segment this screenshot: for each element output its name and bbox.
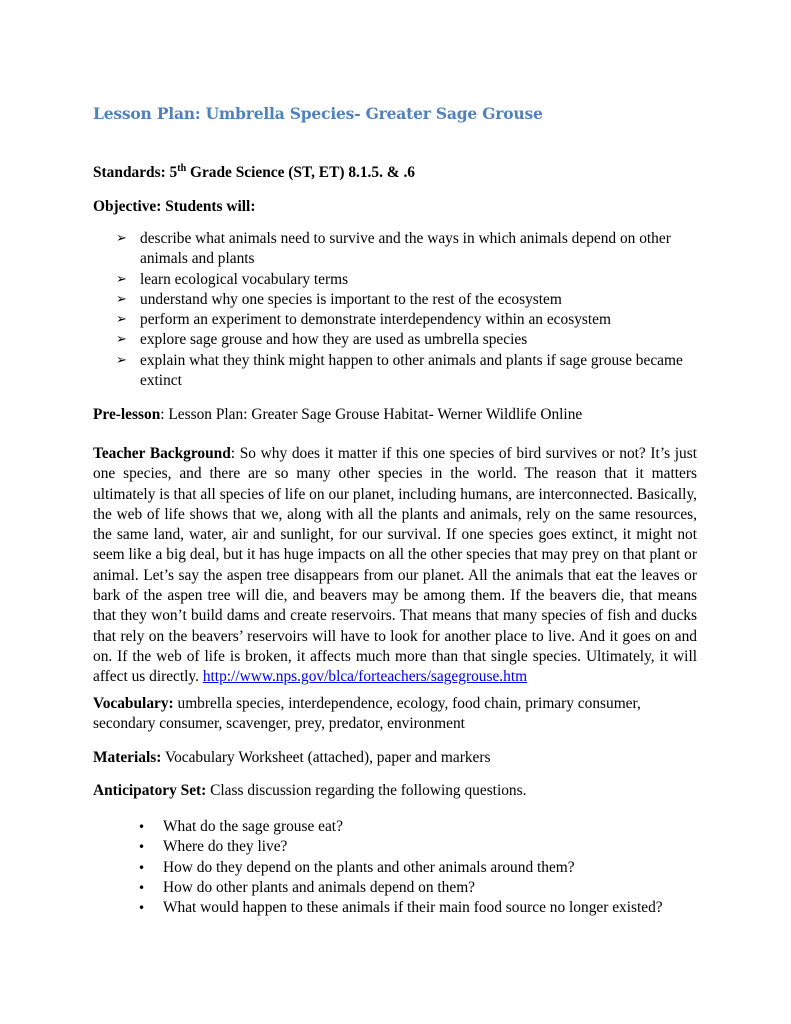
question-item bbox=[93, 858, 703, 878]
teacher-background-text: : So why does it matter if this one species of bird survives or not? It’s just one species, and there are so many other species in the world. The reason that it matters ultimately is that all species of life on our planet, including humans, are interconnected. Basically, the web of life shows that we, along with all the plants and animals, rely on the same resources, the same land, water, air and sunlight, for our survival. If one species goes extinct, it might not seem like a big deal, but it has huge impacts on all the other species that may prey on that plant or animal. Let’s say the aspen tree disappears from our planet. All the animals that eat the leaves or bark of the aspen tree will die, and beavers may be among them. If the beavers die, that means that they won’t build dams and create reservoirs. That means that many species of fish and ducks that rely on the beavers’ reservoirs will have to look for another place to live. And it goes on and on. If the web of life is broken, it affects much more than that single species. Ultimately, it will affect us directly. bbox=[93, 445, 697, 686]
objective-list bbox=[93, 229, 703, 391]
objective-item-text: explain what they think might happen to other animals and plants if sage grouse became extinct bbox=[140, 351, 683, 390]
objective-item bbox=[93, 229, 710, 270]
standards-text: Grade Science (ST, ET) 8.1.5. & .6 bbox=[186, 164, 416, 181]
arrow-bullet-icon: ➢ bbox=[116, 271, 127, 287]
standards-label: Standards: 5 bbox=[93, 164, 178, 181]
teacher-background-label: Teacher Background bbox=[93, 445, 231, 462]
arrow-bullet-icon: ➢ bbox=[116, 231, 127, 246]
questions-list bbox=[93, 817, 703, 918]
objective-item-text: perform an experiment to demonstrate interdependency within an ecosystem bbox=[140, 311, 611, 329]
bullet-dot-icon: • bbox=[138, 860, 146, 875]
objective-item-text: understand why one species is important to the rest of the ecosystem bbox=[140, 290, 562, 308]
arrow-bullet-icon: ➢ bbox=[116, 352, 127, 368]
objective-item-text: describe what animals need to survive and the ways in which animals depend on other animals and plants bbox=[140, 230, 671, 268]
vocabulary-text: umbrella species, interdependence, ecology, food chain, primary consumer, secondary consumer, scavenger, prey, predator, environment bbox=[93, 695, 641, 733]
arrow-bullet-icon: ➢ bbox=[116, 291, 127, 307]
bullet-dot-icon: • bbox=[138, 840, 146, 855]
standards-superscript: th bbox=[177, 162, 187, 174]
bullet-dot-icon: • bbox=[138, 901, 146, 916]
pre-lesson-line bbox=[93, 405, 703, 425]
question-item-text: Where do they live? bbox=[163, 838, 288, 856]
objective-item bbox=[93, 310, 710, 330]
teacher-background-paragraph bbox=[93, 444, 697, 688]
pre-lesson-label: Pre-lesson bbox=[93, 406, 161, 423]
question-item-text: How do other plants and animals depend on them? bbox=[163, 878, 476, 896]
question-item bbox=[93, 898, 703, 918]
materials-label: Materials: bbox=[93, 749, 162, 766]
question-item-text: How do they depend on the plants and other animals around them? bbox=[163, 858, 575, 876]
bullet-dot-icon: • bbox=[138, 880, 146, 895]
question-item-text: What would happen to these animals if their main food source no longer existed? bbox=[163, 899, 663, 917]
anticipatory-set-line bbox=[93, 781, 703, 801]
objective-item bbox=[93, 290, 710, 310]
question-item bbox=[93, 878, 703, 898]
lesson-title: Lesson Plan: Umbrella Species- Greater Sage Grouse bbox=[93, 104, 543, 123]
objective-item bbox=[93, 330, 710, 350]
sagegrouse-resource-link[interactable]: http://www.nps.gov/blca/forteachers/sagegrouse.htm bbox=[202, 668, 528, 686]
arrow-bullet-icon: ➢ bbox=[116, 312, 127, 328]
objective-item-text: learn ecological vocabulary terms bbox=[140, 270, 349, 288]
question-item bbox=[93, 817, 703, 837]
vocabulary-label: Vocabulary: bbox=[93, 695, 174, 712]
pre-lesson-text: : Lesson Plan: Greater Sage Grouse Habitat- Werner Wildlife Online bbox=[160, 406, 583, 423]
objective-heading: Objective: Students will: bbox=[93, 198, 256, 215]
materials-line bbox=[93, 748, 703, 768]
objective-item bbox=[93, 270, 710, 290]
anticipatory-set-text: Class discussion regarding the following questions. bbox=[206, 782, 527, 799]
arrow-bullet-icon: ➢ bbox=[116, 332, 127, 348]
vocabulary-paragraph bbox=[93, 694, 703, 735]
objective-item bbox=[93, 351, 710, 392]
questions-list-block bbox=[93, 817, 703, 918]
standards-line bbox=[93, 163, 703, 183]
materials-text: Vocabulary Worksheet (attached), paper and markers bbox=[161, 749, 491, 766]
anticipatory-set-label: Anticipatory Set: bbox=[93, 782, 207, 799]
objective-list-block bbox=[93, 229, 703, 391]
question-item-text: What do the sage grouse eat? bbox=[163, 818, 343, 835]
bullet-dot-icon: • bbox=[138, 820, 146, 834]
question-item bbox=[93, 837, 703, 857]
objective-item-text: explore sage grouse and how they are used as umbrella species bbox=[140, 331, 528, 349]
